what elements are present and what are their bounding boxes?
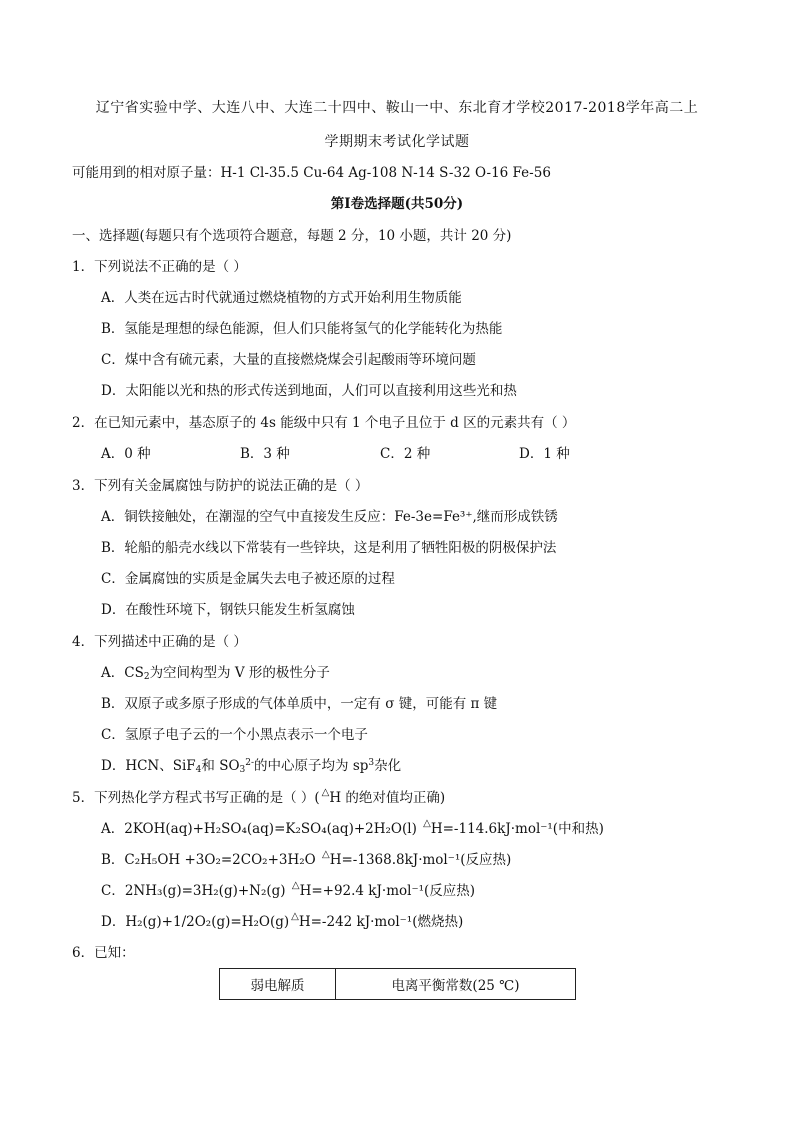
table-header-electrolyte: 弱电解质 <box>220 969 336 1000</box>
q1-option-a: A．人类在远古时代就通过燃烧植物的方式开始利用生物质能 <box>101 290 462 306</box>
q3-option-a: A．铜铁接触处，在潮湿的空气中直接发生反应：Fe-3e=Fe³⁺,继而形成铁锈 <box>101 509 558 525</box>
q2-options <box>0 444 794 464</box>
q4-option-c: C．氢原子电子云的一个小黑点表示一个电子 <box>101 727 368 743</box>
q2-option-a: A．0 种 <box>101 446 151 462</box>
q1-stem: 1．下列说法不正确的是（ ） <box>72 259 247 275</box>
q3-option-b: B．轮船的船壳水线以下常装有一些锌块，这是利用了牺牲阳极的阴极保护法 <box>101 540 557 556</box>
delta-symbol: △ <box>291 911 299 922</box>
q1-option-d: D．太阳能以光和热的形式传送到地面，人们可以直接利用这些光和热 <box>101 383 517 399</box>
delta-symbol: △ <box>291 880 300 891</box>
q5-stem: 5．下列热化学方程式书写正确的是（ ）( △H 的绝对值均正确) <box>72 787 446 806</box>
q3-option-d: D．在酸性环境下，钢铁只能发生析氢腐蚀 <box>101 602 355 618</box>
q4-option-b: B．双原子或多原子形成的气体单质中，一定有 σ 键，可能有 π 键 <box>101 696 498 712</box>
q3-stem: 3．下列有关金属腐蚀与防护的说法正确的是（ ） <box>72 478 369 494</box>
q4-option-a: A．$CS_2$为空间构型为 V 形的极性分子 <box>101 665 330 682</box>
atomic-masses: 可能用到的相对原子量：H-1 Cl-35.5 Cu-64 Ag-108 N-14 S-32 O-16 Fe-56 <box>72 165 551 181</box>
q2-stem: 2．在已知元素中，基态原子的 4s 能级中只有 1 个电子且位于 d 区的元素共有（ ） <box>72 415 576 431</box>
q5-option-b: B．C₂H₅OH +3O₂=2CO₂+3H₂O △H=-1368.8kJ·mol⁻¹(反应热) <box>101 849 512 868</box>
q3-option-c: C．金属腐蚀的实质是金属失去电子被还原的过程 <box>101 571 395 587</box>
q1-option-c: C．煤中含有硫元素，大量的直接燃烧煤会引起酸雨等环境问题 <box>101 352 476 368</box>
exam-title-line2: 学期期末考试化学试题 <box>324 134 470 150</box>
q5-option-d: D．H₂(g)+1/2O₂(g)=H₂O(g) △H=-242 kJ·mol⁻¹(燃烧热) <box>101 911 464 930</box>
q4-stem: 4．下列描述中正确的是（ ） <box>72 634 247 650</box>
q2-option-b: B．3 种 <box>240 446 290 462</box>
part-one-intro: 一、选择题(每题只有个选项符合题意，每题 2 分，10 小题，共计 20 分) <box>72 228 512 244</box>
table-header-constant: 电离平衡常数(25 ℃) <box>336 969 576 1000</box>
delta-symbol: △ <box>321 787 330 798</box>
ionization-constant-table <box>219 968 576 1000</box>
q6-stem: 6．已知： <box>72 945 135 961</box>
q4-option-d: D．HCN、SiF$_4$和 $SO_3^{2-}$的中心原子均为 $sp^3$杂化 <box>101 758 402 775</box>
section-title: 第Ⅰ卷选择题(共50分) <box>330 196 464 212</box>
q5-option-a: A．2KOH(aq)+H₂SO₄(aq)=K₂SO₄(aq)+2H₂O(l) △H=-114.6kJ·mol⁻¹(中和热) <box>101 818 604 837</box>
table-row <box>220 969 576 1000</box>
delta-symbol: △ <box>423 818 431 829</box>
delta-symbol: △ <box>322 849 330 860</box>
q2-option-c: C．2 种 <box>380 446 431 462</box>
q5-option-c: C．2NH₃(g)=3H₂(g)+N₂(g) △H=+92.4 kJ·mol⁻¹(反应热) <box>101 880 476 899</box>
q2-option-d: D．1 种 <box>519 446 570 462</box>
q1-option-b: B．氢能是理想的绿色能源，但人们只能将氢气的化学能转化为热能 <box>101 321 503 337</box>
exam-title-line1: 辽宁省实验中学、大连八中、大连二十四中、鞍山一中、东北育才学校2017-2018学年高二上 <box>95 100 699 116</box>
